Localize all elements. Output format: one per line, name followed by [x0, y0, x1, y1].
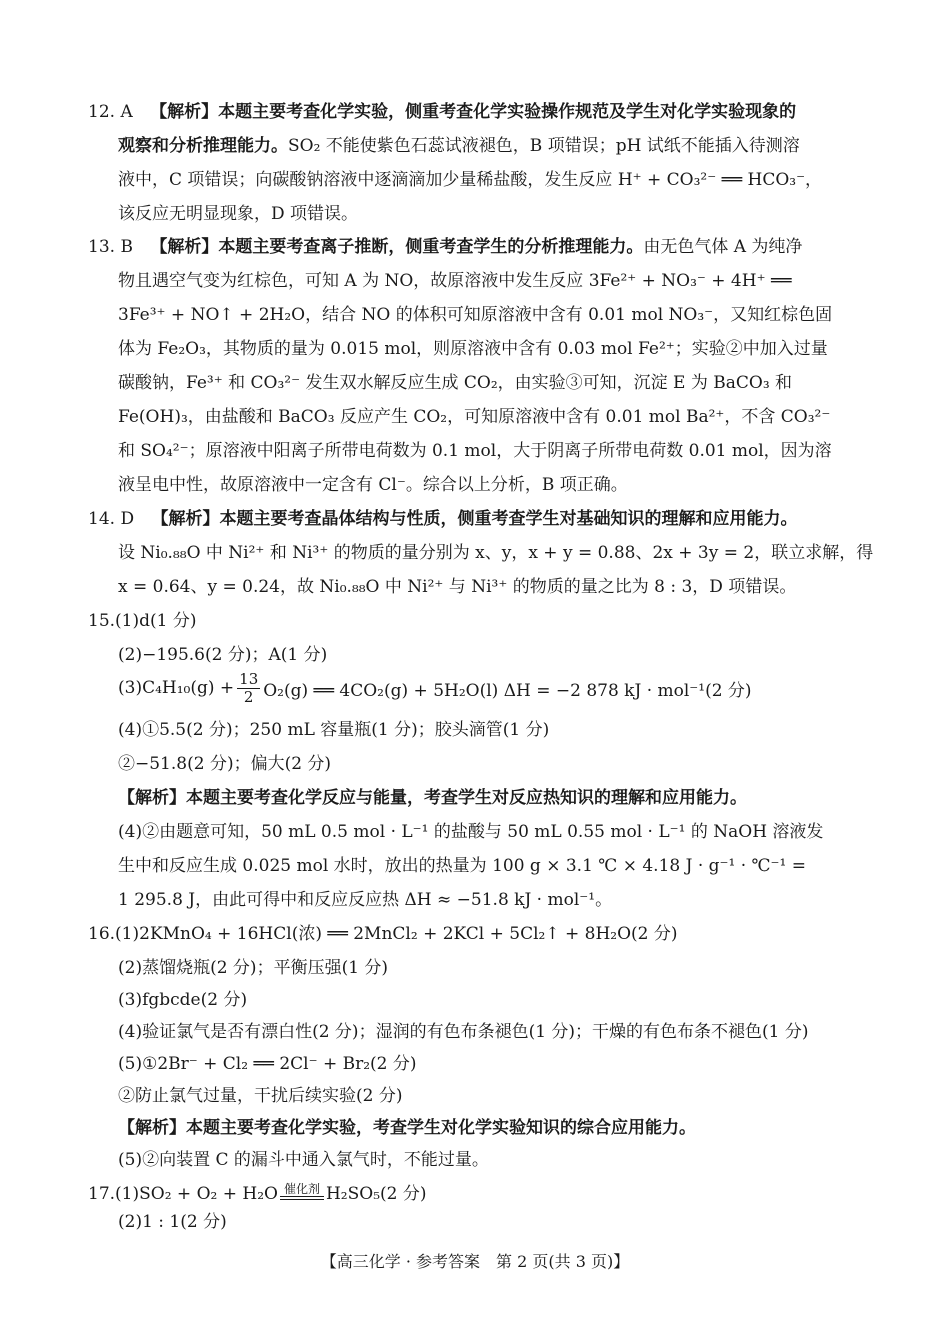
q15-fraction — [237, 671, 260, 706]
q15-exp-line-1: (4)②由题意可知，50 mL 0.5 mol · L⁻¹ 的盐酸与 50 mL 0.55 mol · L⁻¹ 的 NaOH 溶液发 — [118, 822, 824, 842]
q15-exp-line-2: 生中和反应生成 0.025 mol 水时，放出的热量为 100 g × 3.1 ℃ × 4.18 J · g⁻¹ · ℃⁻¹ = — [118, 856, 806, 876]
q13-line-2: 物且遇空气变为红棕色，可知 A 为 NO，故原溶液中发生反应 3Fe²⁺ + NO₃⁻ + 4H⁺ ══ — [118, 271, 792, 291]
q17-catalyst-label: 催化剂 — [283, 1182, 320, 1196]
q16-answer-6: ②防止氯气过量，干扰后续实验(2 分) — [118, 1086, 403, 1106]
q12-l2-bold: 观察和分析推理能力。 — [118, 136, 288, 156]
q15-number: 15. — [88, 611, 116, 631]
q17-line-1 — [88, 1170, 427, 1206]
q13-line-5: 碳酸钠，Fe³⁺ 和 CO₃²⁻ 发生双水解反应生成 CO₂，由实验③可知，沉淀 E 为 BaCO₃ 和 — [118, 373, 793, 393]
q13-line-7: 和 SO₄²⁻；原溶液中阳离子所带电荷数为 0.1 mol，大于阴离子所带电荷数 0.01 mol，因为溶 — [118, 441, 832, 461]
q17-catalyst-arrow — [280, 1182, 324, 1200]
q13-analysis-lead: 【解析】本题主要考查离子推断，侧重考查学生的分析推理能力。 — [150, 237, 644, 257]
q15-a3-pre: (3)C₄H₁₀(g) + — [118, 678, 235, 698]
q16-line-1 — [88, 922, 678, 946]
q15-answer-3 — [118, 668, 752, 708]
q17-number: 17. — [88, 1184, 116, 1204]
q15-a3-post: O₂(g) ══ 4CO₂(g) + 5H₂O(l) ΔH = −2 878 kJ · mol⁻¹(2 分) — [263, 680, 752, 701]
q17-double-bar — [280, 1196, 324, 1200]
q17-a1-pre: (1)SO₂ + O₂ + H₂O — [115, 1184, 278, 1204]
q15-fraction-denominator: 2 — [243, 687, 254, 706]
q13-line-1 — [88, 235, 802, 259]
q14-number: 14. D — [88, 509, 135, 529]
q15-answer-4: (4)①5.5(2 分)；250 mL 容量瓶(1 分)；胶头滴管(1 分) — [118, 720, 550, 740]
q12-line-3: 液中，C 项错误；向碳酸钠溶液中逐滴滴加少量稀盐酸，发生反应 H⁺ + CO₃²⁻ ══ HCO₃⁻， — [118, 170, 823, 190]
q12-line-2 — [118, 134, 800, 158]
q15-analysis-lead: 【解析】本题主要考查化学反应与能量，考查学生对反应热知识的理解和应用能力。 — [118, 788, 747, 808]
q12-number: 12. A — [88, 102, 133, 122]
q13-number: 13. B — [88, 237, 133, 257]
q15-exp-line-3: 1 295.8 J，由此可得中和反应反应热 ΔH ≈ −51.8 kJ · mol⁻¹。 — [118, 890, 613, 910]
q16-answer-3: (3)fgbcde(2 分) — [118, 990, 248, 1010]
q13-line-4: 体为 Fe₂O₃，其物质的量为 0.015 mol，则原溶液中含有 0.03 mol Fe²⁺；实验②中加入过量 — [118, 339, 828, 359]
q13-line-6: Fe(OH)₃，由盐酸和 BaCO₃ 反应产生 CO₂，可知原溶液中含有 0.01 mol Ba²⁺，不含 CO₃²⁻ — [118, 407, 831, 427]
q12-line-1 — [88, 100, 796, 124]
q14-analysis-lead: 【解析】本题主要考查晶体结构与性质，侧重考查学生对基础知识的理解和应用能力。 — [151, 509, 798, 529]
q16-answer-4: (4)验证氯气是否有漂白性(2 分)；湿润的有色布条褪色(1 分)；干燥的有色布条不褪色(1 分) — [118, 1022, 809, 1042]
q13-line-3: 3Fe³⁺ + NO↑ + 2H₂O，结合 NO 的体积可知原溶液中含有 0.01 mol NO₃⁻，又知红棕色固 — [118, 305, 833, 325]
q16-answer-1: (1)2KMnO₄ + 16HCl(浓) ══ 2MnCl₂ + 2KCl + 5Cl₂↑ + 8H₂O(2 分) — [115, 924, 678, 944]
q14-line-3: x = 0.64、y = 0.24，故 Ni₀.₈₈O 中 Ni²⁺ 与 Ni³⁺ 的物质的量之比为 8 : 3，D 项错误。 — [118, 577, 797, 597]
q14-line-2: 设 Ni₀.₈₈O 中 Ni²⁺ 和 Ni³⁺ 的物质的量分别为 x、y，x + y = 0.88、2x + 3y = 2，联立求解，得 — [118, 543, 874, 563]
q13-lead-rest: 由无色气体 A 为纯净 — [643, 237, 803, 257]
q15-fraction-numerator: 13 — [239, 669, 259, 688]
q12-l2-rest: SO₂ 不能使紫色石蕊试液褪色，B 项错误；pH 试纸不能插入待测溶 — [288, 136, 800, 156]
q17-answer-2: (2)1 : 1(2 分) — [118, 1212, 227, 1232]
q17-a1-post: H₂SO₅(2 分) — [325, 1184, 427, 1204]
q13-line-8: 液呈电中性，故原溶液中一定含有 Cl⁻。综合以上分析，B 项正确。 — [118, 475, 628, 495]
q12-analysis-lead: 【解析】本题主要考查化学实验，侧重考查化学实验操作规范及学生对化学实验现象的 — [150, 102, 797, 122]
q15-line-1 — [88, 609, 197, 633]
q12-line-4: 该反应无明显现象，D 项错误。 — [118, 204, 359, 224]
page-footer: 【高三化学 · 参考答案 第 2 页(共 3 页)】 — [320, 1252, 630, 1271]
q14-line-1 — [88, 507, 797, 531]
q16-answer-5: (5)①2Br⁻ + Cl₂ ══ 2Cl⁻ + Br₂(2 分) — [118, 1054, 417, 1074]
q16-exp-line-1: (5)②向装置 C 的漏斗中通入氯气时，不能过量。 — [118, 1150, 489, 1170]
q15-answer-2: (2)−195.6(2 分)；A(1 分) — [118, 645, 328, 665]
q15-answer-5: ②−51.8(2 分)；偏大(2 分) — [118, 754, 332, 774]
q15-answer-1: (1)d(1 分) — [115, 611, 197, 631]
q16-number: 16. — [88, 924, 116, 944]
q16-analysis-lead: 【解析】本题主要考查化学实验，考查学生对化学实验知识的综合应用能力。 — [118, 1118, 696, 1138]
q16-answer-2: (2)蒸馏烧瓶(2 分)；平衡压强(1 分) — [118, 958, 389, 978]
